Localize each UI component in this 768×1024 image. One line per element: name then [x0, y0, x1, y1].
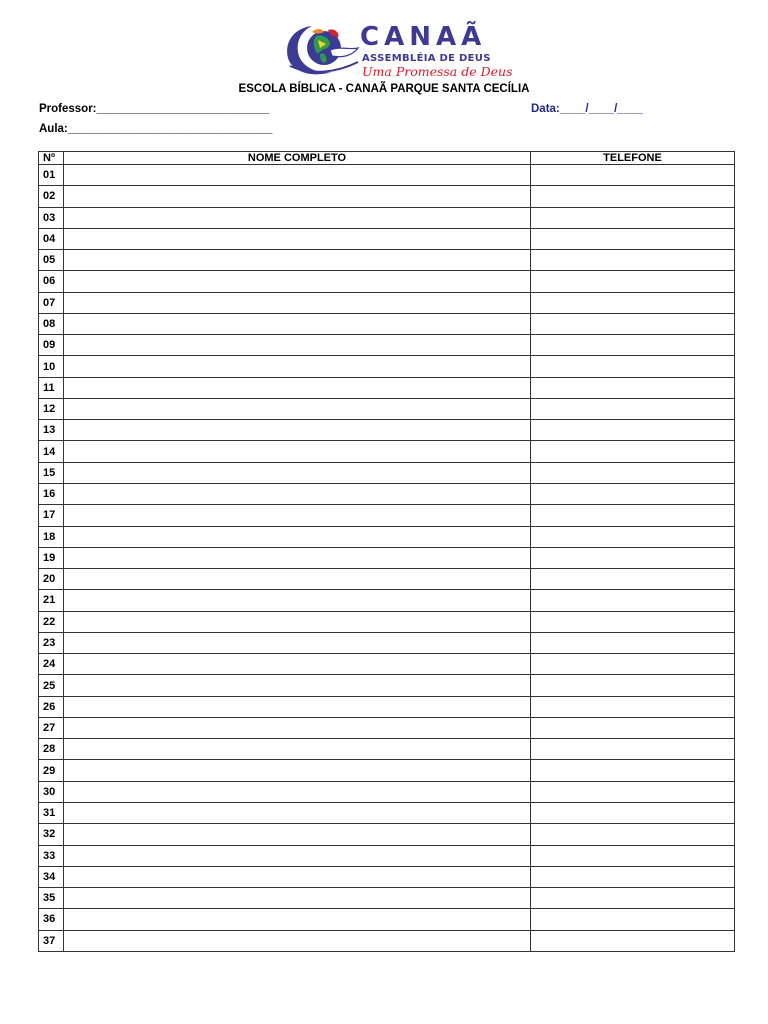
name-cell[interactable]	[64, 483, 531, 504]
row-number: 19	[39, 547, 64, 568]
row-number: 29	[39, 760, 64, 781]
phone-cell[interactable]	[531, 654, 735, 675]
phone-cell[interactable]	[531, 377, 735, 398]
name-cell[interactable]	[64, 760, 531, 781]
row-number: 08	[39, 313, 64, 334]
phone-cell[interactable]	[531, 739, 735, 760]
name-cell[interactable]	[64, 611, 531, 632]
phone-cell[interactable]	[531, 313, 735, 334]
name-cell[interactable]	[64, 228, 531, 249]
phone-cell[interactable]	[531, 356, 735, 377]
name-cell[interactable]	[64, 250, 531, 271]
name-cell[interactable]	[64, 781, 531, 802]
row-number: 26	[39, 696, 64, 717]
table-row	[39, 356, 735, 377]
table-row	[39, 930, 735, 951]
row-number: 37	[39, 930, 64, 951]
phone-cell[interactable]	[531, 717, 735, 738]
table-row	[39, 632, 735, 653]
phone-cell[interactable]	[531, 632, 735, 653]
table-row	[39, 717, 735, 738]
logo-subtitle: ASSEMBLÉIA DE DEUS	[362, 53, 491, 64]
row-number: 22	[39, 611, 64, 632]
row-number: 04	[39, 228, 64, 249]
table-row	[39, 654, 735, 675]
name-cell[interactable]	[64, 462, 531, 483]
phone-cell[interactable]	[531, 483, 735, 504]
table-row	[39, 611, 735, 632]
name-cell[interactable]	[64, 654, 531, 675]
name-cell[interactable]	[64, 866, 531, 887]
table-row	[39, 505, 735, 526]
row-number: 07	[39, 292, 64, 313]
row-number: 18	[39, 526, 64, 547]
name-cell[interactable]	[64, 335, 531, 356]
header-phone: TELEFONE	[531, 152, 735, 165]
table-row	[39, 802, 735, 823]
phone-cell[interactable]	[531, 909, 735, 930]
table-row	[39, 526, 735, 547]
row-number: 15	[39, 462, 64, 483]
phone-cell[interactable]	[531, 866, 735, 887]
phone-cell[interactable]	[531, 398, 735, 419]
table-row	[39, 824, 735, 845]
row-number: 11	[39, 377, 64, 398]
row-number: 27	[39, 717, 64, 738]
phone-cell[interactable]	[531, 165, 735, 186]
table-row	[39, 866, 735, 887]
table-row	[39, 207, 735, 228]
table-row	[39, 228, 735, 249]
phone-cell[interactable]	[531, 547, 735, 568]
table-row	[39, 462, 735, 483]
phone-cell[interactable]	[531, 462, 735, 483]
name-cell[interactable]	[64, 888, 531, 909]
row-number: 17	[39, 505, 64, 526]
phone-cell[interactable]	[531, 696, 735, 717]
phone-cell[interactable]	[531, 824, 735, 845]
name-cell[interactable]	[64, 398, 531, 419]
row-number: 10	[39, 356, 64, 377]
phone-cell[interactable]	[531, 186, 735, 207]
logo-tagline: Uma Promessa de Deus	[362, 64, 513, 79]
row-number: 24	[39, 654, 64, 675]
name-cell[interactable]	[64, 802, 531, 823]
table-row	[39, 250, 735, 271]
name-cell[interactable]	[64, 930, 531, 951]
table-row	[39, 909, 735, 930]
table-row	[39, 483, 735, 504]
name-cell[interactable]	[64, 675, 531, 696]
name-cell[interactable]	[64, 186, 531, 207]
row-number: 33	[39, 845, 64, 866]
table-row	[39, 377, 735, 398]
name-cell[interactable]	[64, 356, 531, 377]
table-row	[39, 739, 735, 760]
row-number: 23	[39, 632, 64, 653]
row-number: 14	[39, 441, 64, 462]
row-number: 30	[39, 781, 64, 802]
phone-cell[interactable]	[531, 675, 735, 696]
attendance-table	[38, 151, 735, 952]
row-number: 09	[39, 335, 64, 356]
name-cell[interactable]	[64, 292, 531, 313]
table-row	[39, 569, 735, 590]
table-header-row	[39, 152, 735, 165]
table-row	[39, 271, 735, 292]
phone-cell[interactable]	[531, 441, 735, 462]
row-number: 03	[39, 207, 64, 228]
name-cell[interactable]	[64, 377, 531, 398]
name-cell[interactable]	[64, 909, 531, 930]
table-row	[39, 335, 735, 356]
canaa-logo	[282, 20, 512, 80]
phone-cell[interactable]	[531, 611, 735, 632]
name-cell[interactable]	[64, 165, 531, 186]
name-cell[interactable]	[64, 313, 531, 334]
phone-cell[interactable]	[531, 888, 735, 909]
name-cell[interactable]	[64, 271, 531, 292]
row-number: 21	[39, 590, 64, 611]
row-number: 35	[39, 888, 64, 909]
school-title: ESCOLA BÍBLICA - CANAÃ PARQUE SANTA CECÍLIA	[238, 83, 530, 95]
table-row	[39, 781, 735, 802]
row-number: 13	[39, 420, 64, 441]
name-cell[interactable]	[64, 547, 531, 568]
row-number: 16	[39, 483, 64, 504]
name-cell[interactable]	[64, 845, 531, 866]
row-number: 01	[39, 165, 64, 186]
phone-cell[interactable]	[531, 228, 735, 249]
name-cell[interactable]	[64, 526, 531, 547]
table-row	[39, 165, 735, 186]
row-number: 05	[39, 250, 64, 271]
row-number: 20	[39, 569, 64, 590]
logo-name: CANAÃ	[360, 22, 487, 52]
name-cell[interactable]	[64, 739, 531, 760]
name-cell[interactable]	[64, 717, 531, 738]
phone-cell[interactable]	[531, 590, 735, 611]
row-number: 25	[39, 675, 64, 696]
row-number: 34	[39, 866, 64, 887]
name-cell[interactable]	[64, 632, 531, 653]
phone-cell[interactable]	[531, 569, 735, 590]
table-row	[39, 313, 735, 334]
phone-cell[interactable]	[531, 207, 735, 228]
row-number: 28	[39, 739, 64, 760]
table-row	[39, 186, 735, 207]
row-number: 32	[39, 824, 64, 845]
phone-cell[interactable]	[531, 292, 735, 313]
table-row	[39, 675, 735, 696]
name-cell[interactable]	[64, 569, 531, 590]
name-cell[interactable]	[64, 441, 531, 462]
name-cell[interactable]	[64, 207, 531, 228]
table-body	[39, 165, 735, 952]
data-field: Data:____/____/____	[531, 103, 643, 115]
table-row	[39, 888, 735, 909]
phone-cell[interactable]	[531, 271, 735, 292]
phone-cell[interactable]	[531, 420, 735, 441]
phone-cell[interactable]	[531, 930, 735, 951]
table-row	[39, 441, 735, 462]
table-row	[39, 292, 735, 313]
phone-cell[interactable]	[531, 335, 735, 356]
row-number: 06	[39, 271, 64, 292]
phone-cell[interactable]	[531, 526, 735, 547]
table-row	[39, 696, 735, 717]
name-cell[interactable]	[64, 590, 531, 611]
phone-cell[interactable]	[531, 781, 735, 802]
row-number: 02	[39, 186, 64, 207]
phone-cell[interactable]	[531, 760, 735, 781]
phone-cell[interactable]	[531, 250, 735, 271]
name-cell[interactable]	[64, 696, 531, 717]
professor-field: Professor:___________________________	[39, 103, 270, 115]
table-row	[39, 590, 735, 611]
header-name: NOME COMPLETO	[64, 152, 531, 165]
phone-cell[interactable]	[531, 845, 735, 866]
table-row	[39, 547, 735, 568]
name-cell[interactable]	[64, 420, 531, 441]
table-row	[39, 420, 735, 441]
header-number: Nº	[39, 152, 64, 165]
table-row	[39, 398, 735, 419]
aula-field: Aula:________________________________	[39, 123, 273, 135]
table-row	[39, 845, 735, 866]
row-number: 12	[39, 398, 64, 419]
row-number: 31	[39, 802, 64, 823]
row-number: 36	[39, 909, 64, 930]
phone-cell[interactable]	[531, 802, 735, 823]
phone-cell[interactable]	[531, 505, 735, 526]
globe-dove-icon	[282, 20, 362, 80]
name-cell[interactable]	[64, 824, 531, 845]
name-cell[interactable]	[64, 505, 531, 526]
table-row	[39, 760, 735, 781]
